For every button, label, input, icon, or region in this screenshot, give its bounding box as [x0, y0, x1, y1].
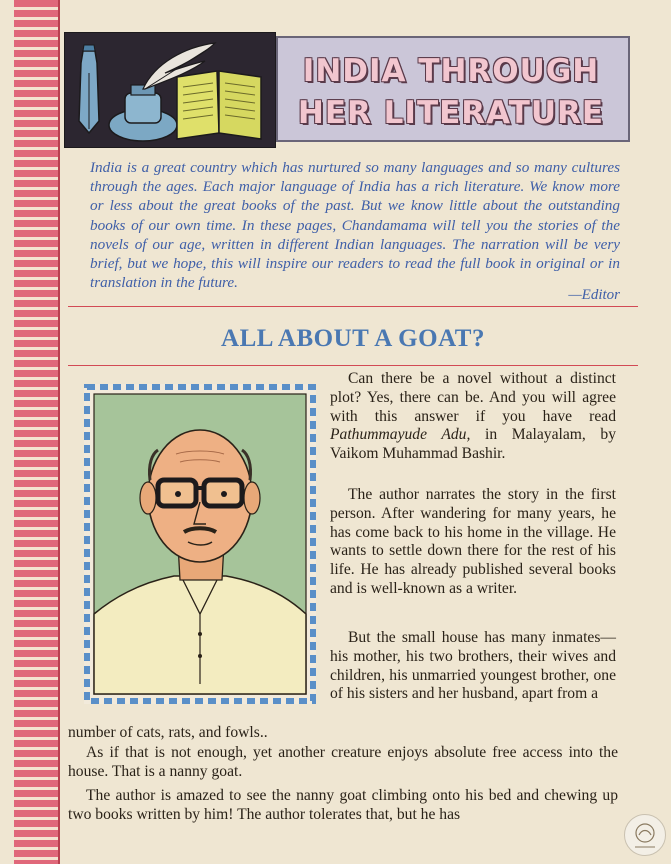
editor-introduction: India is a great country which has nurtured so many languages and so many cultures through the ages. Each major language of India has a rich literature. We know more or less about the great books of the past. But we know little about the outstanding books of our own time. In these pages, Chandamama will tell you the stories of the novels of our age, written in different Indian languages. The narration will be very brief, but we hope, this will inspire our readers to read the full book in original or in translation in the future. [90, 159, 620, 292]
author-portrait [84, 384, 316, 704]
publisher-logo-icon [624, 814, 666, 856]
series-title-line-1: INDIA THROUGH [302, 53, 600, 89]
series-title [290, 50, 612, 134]
author-portrait-illustration [84, 384, 316, 704]
paragraph-5: The author is amazed to see the nanny goat climbing onto his bed and chewing up two books written by him! The author tolerates that, but he has [68, 787, 618, 823]
decorative-stripe-border [14, 0, 60, 864]
paragraph-3: But the small house has many inmates—his mother, his two brothers, their wives and children, his unmarried youngest brother, one of his sisters and her husband, apart from a [330, 629, 616, 703]
stripe-edge-line [58, 0, 60, 864]
novel-title: Pathummayude Adu, [330, 426, 471, 444]
paragraph-1-end: in Malayalam, by Vaikom Muhammad Bashir. [330, 426, 617, 463]
publisher-logo-mark [625, 815, 665, 855]
series-banner [64, 32, 630, 148]
divider-under-heading [68, 365, 638, 366]
paragraph-1 [330, 370, 616, 464]
paragraph-4: As if that is not enough, yet another creature enjoys absolute free access into the house. That is a nanny goat. [68, 744, 618, 780]
paragraph-3-continued: number of cats, rats, and fowls.. [68, 724, 268, 741]
banner-illustration [64, 32, 276, 148]
pen-ink-book-icon [65, 33, 277, 149]
paragraph-1-start: Can there be a novel without a distinct plot? Yes, there can be. And you will agree with this answer if you have read [330, 370, 616, 425]
divider-top [68, 306, 638, 307]
editor-signature: —Editor [568, 287, 620, 303]
article-heading: ALL ABOUT A GOAT? [221, 325, 485, 352]
series-title-line-2: HER LITERATURE [297, 95, 605, 131]
paragraph-2: The author narrates the story in the first person. After wandering for many years, he has come back to his home in the village. He wants to settle down there for the rest of his life. He has already published several books and is well-known as a writer. [330, 486, 616, 597]
